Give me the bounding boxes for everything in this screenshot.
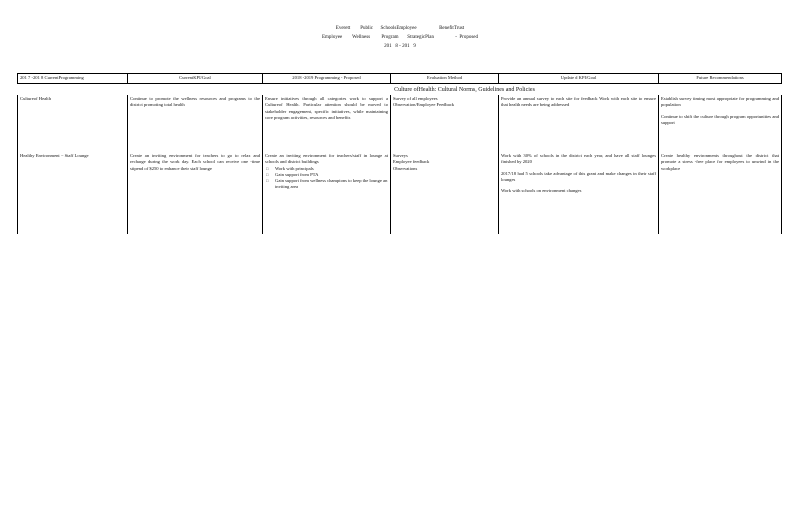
- col-header-evaluation: Evaluation Method: [391, 74, 499, 84]
- list-item: □ Gain support from PTA: [275, 172, 388, 178]
- row-program: Cultureof Health: [18, 95, 128, 152]
- title-line-3: 201 8 - 201 9: [384, 44, 416, 49]
- section-title: Culture ofHealth: Cultural Norms, Guidelines and Policies: [394, 87, 535, 93]
- row-evaluation: Surveys Employee feedback Observations: [391, 152, 499, 234]
- row-future: Establish survey timing most appropriate for programming and population: [661, 96, 779, 108]
- list-item: □ Work with principals: [275, 166, 388, 172]
- col-header-proposed: 2018 -2019 Programming - Proposed: [263, 74, 391, 84]
- proposed-bullet-list: [265, 166, 388, 191]
- row-updated-cell: [499, 152, 659, 234]
- header-row: [18, 74, 782, 84]
- strategic-plan-table: [17, 73, 782, 234]
- row-future: Create healthy environments throughout the district that promote a stress -free place for employees to unwind in the workplace: [659, 152, 782, 234]
- row-evaluation: Survey of all employees Observation/Employee Feedback: [391, 95, 499, 152]
- table-row: [18, 152, 782, 234]
- row-proposed: Ensure initiatives through all categories work to support a Cultureof Health. Particular attention should be moved to stakeholder engagement, specific initiatives, while maintaining core program activities, resources and benefits: [263, 95, 391, 152]
- table-row: [18, 95, 782, 152]
- row-updated-goal: Work with 30% of schools in the district each year, and have all staff lounges finished by 2020: [501, 153, 656, 165]
- row-updated-goal: Provide an annual survey to each site for feedback Work with each site to ensure that health needs are being addressed: [499, 95, 659, 152]
- row-proposed-cell: [263, 152, 391, 234]
- row-program: Healthy Environment − Staff Lounge: [18, 152, 128, 234]
- col-header-current-programming: 201 7 -201 8 CurrentProgramming: [18, 74, 128, 84]
- row-proposed: Create an inviting environment for teachers/staff in lounge at schools and district buildings: [265, 153, 388, 165]
- row-updated-goal-2: 2017/18 had 5 schools take advantage of this grant and make changes in their staff lounges: [501, 170, 656, 182]
- col-header-updated-kpi: Update d KPI/Goal: [499, 74, 659, 84]
- row-current-goal: Continue to promote the wellness resources and programs to the district promoting total health: [128, 95, 263, 152]
- col-header-future: Future Recommendations: [659, 74, 782, 84]
- row-future-2: Continue to shift the culture through program opportunities and support: [661, 113, 779, 125]
- title-line-1: Everett Public SchoolsEmployee BenefitTrust: [335, 26, 465, 31]
- row-current-goal: Create an inviting environment for teachers to go to relax and recharge during the work day. Each school can receive one -time stipend of $250 to enhance their staff lounge: [128, 152, 263, 234]
- section-row: [18, 84, 782, 96]
- title-line-2: Employee Wellness Program StrategicPlan - Proposed: [321, 35, 478, 40]
- row-updated-goal-3: Work with schools on environment changes: [501, 188, 582, 194]
- row-future-cell: [659, 95, 782, 152]
- list-item: □ Gain support from wellness champions to keep the lounge an inviting area: [275, 178, 388, 190]
- col-header-current-kpi: CurrentKPI/Goal: [128, 74, 263, 84]
